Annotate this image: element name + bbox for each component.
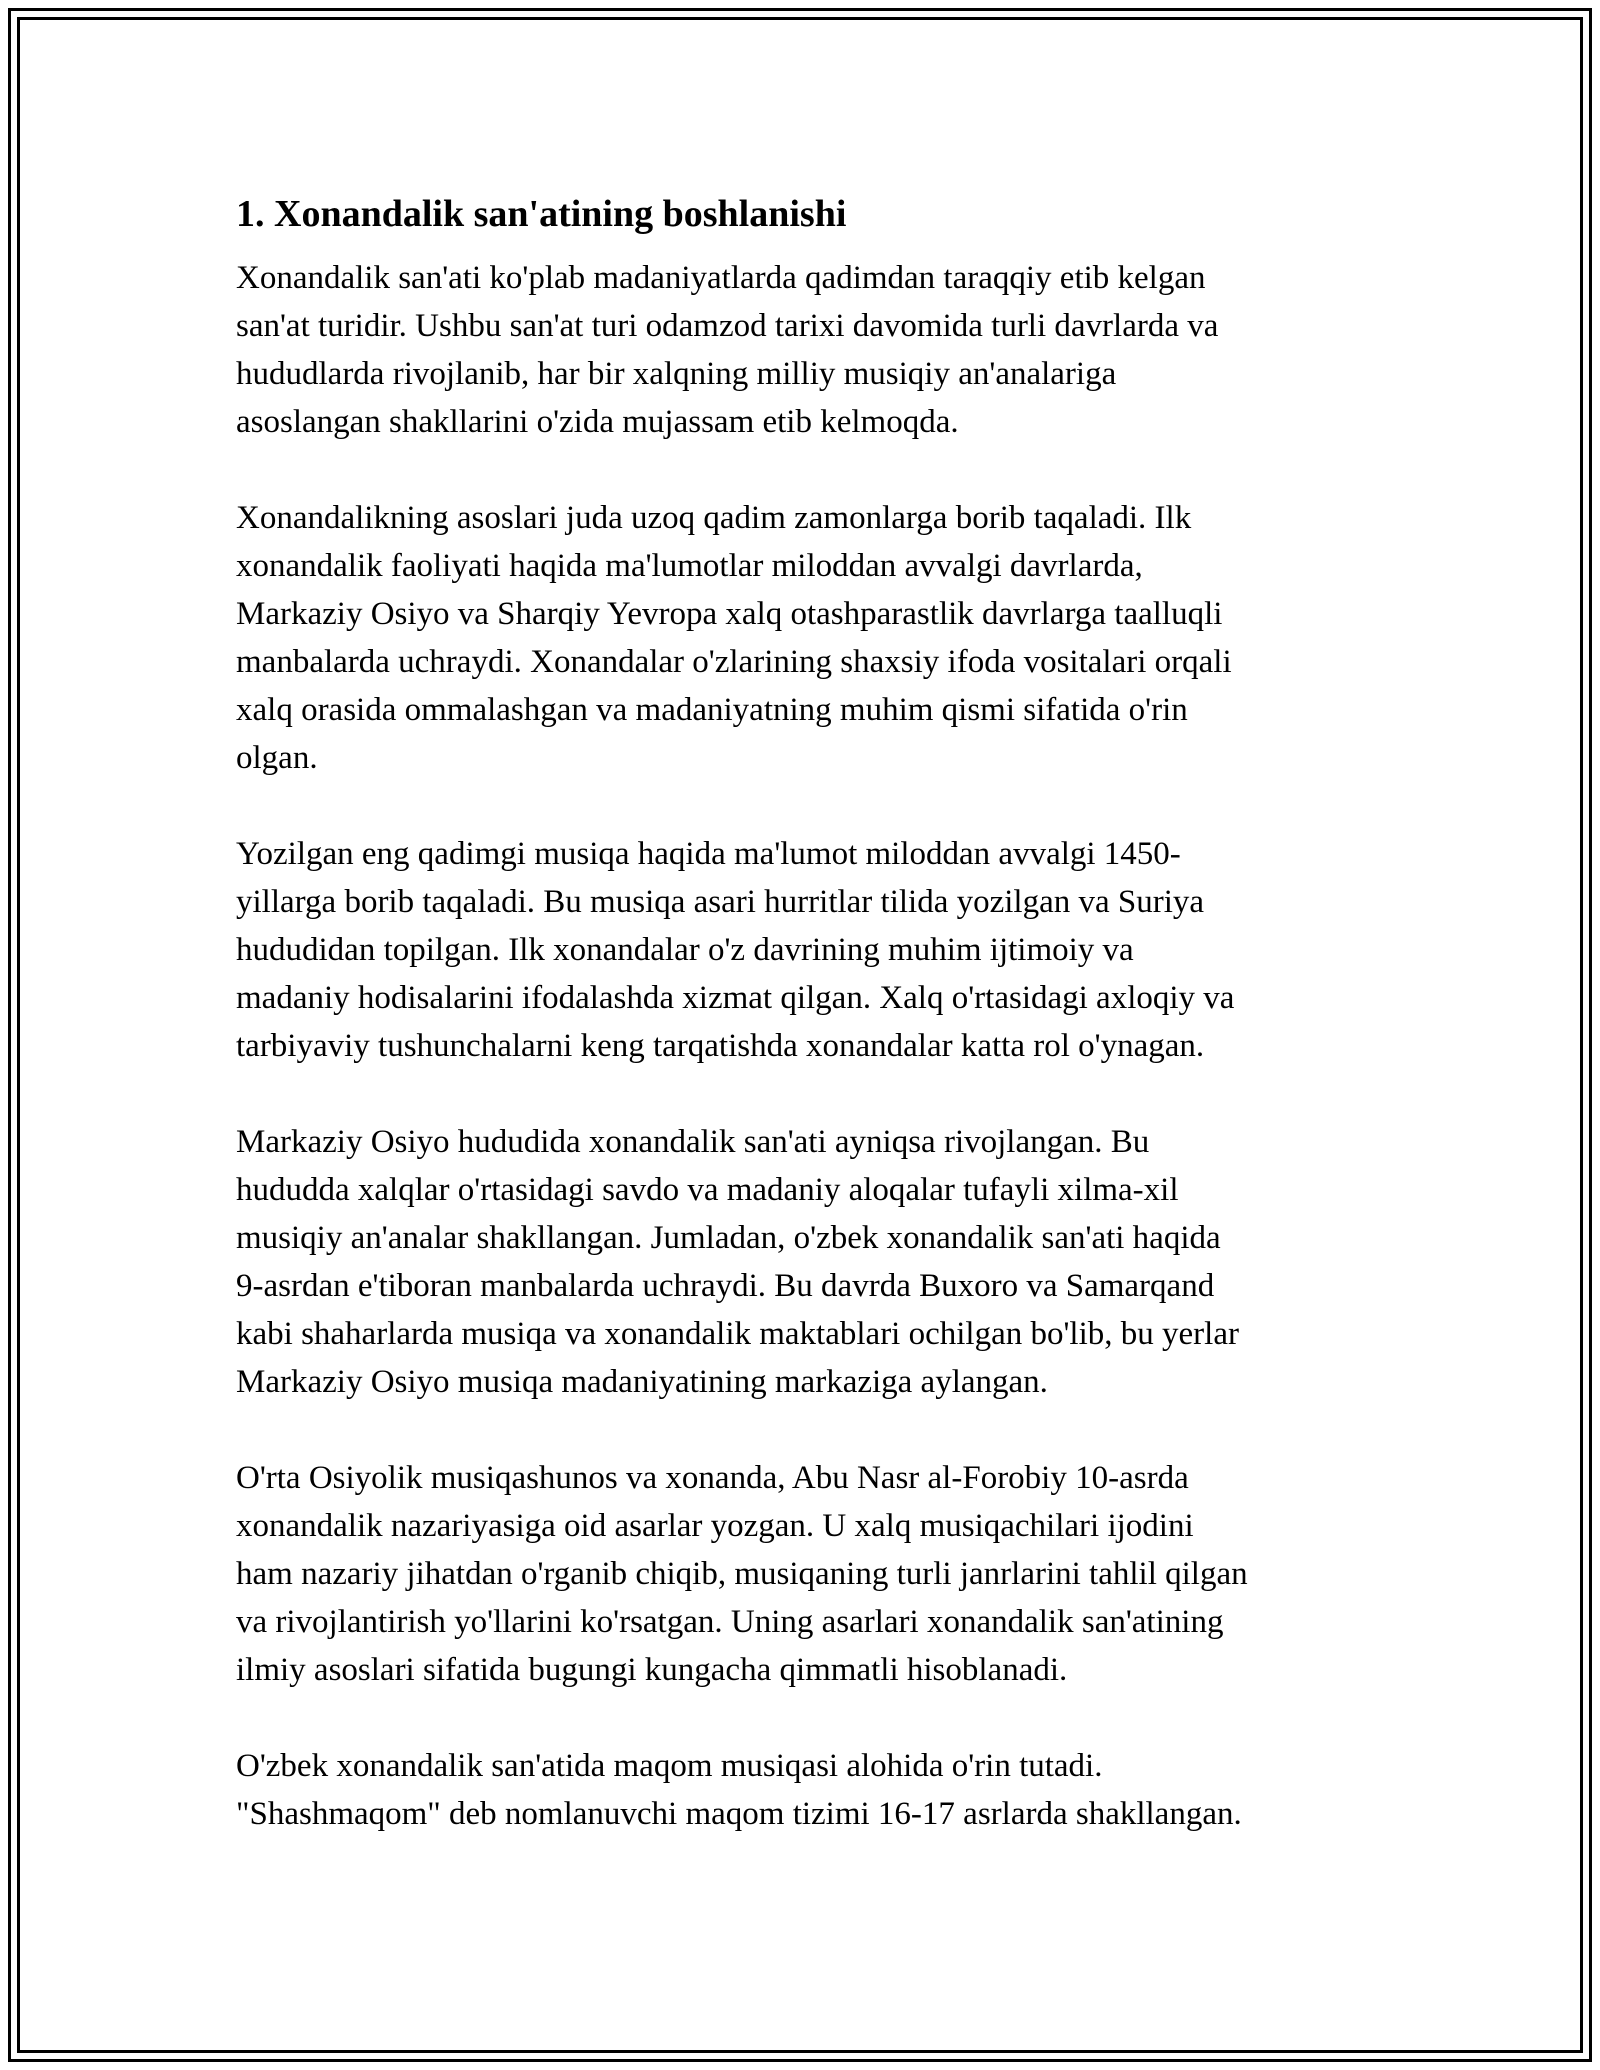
paragraph-line: Xonandalik san'ati ko'plab madaniyatlarda qadimdan taraqqiy etib kelgan [236,260,1206,296]
paragraph [236,1454,1366,1694]
paragraph-line: xonandalik faoliyati haqida ma'lumotlar miloddan avvalgi davrlarda, [236,548,1143,584]
paragraph-line: Xonandalikning asoslari juda uzoq qadim zamonlarga borib taqaladi. Ilk [236,500,1192,536]
paragraph-line: manbalarda uchraydi. Xonandalar o'zlarining shaxsiy ifoda vositalari orqali [236,644,1232,680]
paragraph-line: hududda xalqlar o'rtasidagi savdo va madaniy aloqalar tufayli xilma-xil [236,1172,1179,1208]
paragraph-line: olgan. [236,740,318,776]
paragraph [236,1742,1366,1838]
paragraph-line: xonandalik nazariyasiga oid asarlar yozgan. U xalq musiqachilari ijodini [236,1508,1194,1544]
paragraph-list [236,254,1366,1838]
paragraph [236,254,1366,446]
paragraph-line: O'zbek xonandalik san'atida maqom musiqasi alohida o'rin tutadi. [236,1748,1103,1784]
paragraph-line: hududidan topilgan. Ilk xonandalar o'z davrining muhim ijtimoiy va [236,932,1134,968]
paragraph-line: Markaziy Osiyo musiqa madaniyatining markaziga aylangan. [236,1364,1048,1400]
section-heading: 1. Xonandalik san'atining boshlanishi [236,193,847,235]
paragraph [236,1118,1366,1406]
paragraph-line: 9-asrdan e'tiboran manbalarda uchraydi. Bu davrda Buxoro va Samarqand [236,1268,1215,1304]
paragraph-line: Markaziy Osiyo va Sharqiy Yevropa xalq otashparastlik davrlarga taalluqli [236,596,1223,632]
paragraph-line: xalq orasida ommalashgan va madaniyatning muhim qismi sifatida o'rin [236,692,1188,728]
paragraph-line: yillarga borib taqaladi. Bu musiqa asari hurritlar tilida yozilgan va Suriya [236,884,1205,920]
document-body [236,188,1366,1838]
paragraph-line: Markaziy Osiyo hududida xonandalik san'ati ayniqsa rivojlangan. Bu [236,1124,1150,1160]
paragraph-line: ham nazariy jihatdan o'rganib chiqib, musiqaning turli janrlarini tahlil qilgan [236,1556,1248,1592]
paragraph-line: ilmiy asoslari sifatida bugungi kungacha qimmatli hisoblanadi. [236,1652,1068,1688]
paragraph-line: madaniy hodisalarini ifodalashda xizmat qilgan. Xalq o'rtasidagi axloqiy va [236,980,1235,1016]
paragraph-line: musiqiy an'analar shakllangan. Jumladan, o'zbek xonandalik san'ati haqida [236,1220,1221,1256]
paragraph-line: tarbiyaviy tushunchalarni keng tarqatishda xonandalar katta rol o'ynagan. [236,1028,1205,1064]
paragraph-line: va rivojlantirish yo'llarini ko'rsatgan. Uning asarlari xonandalik san'atining [236,1604,1224,1640]
paragraph-line: "Shashmaqom" deb nomlanuvchi maqom tizimi 16-17 asrlarda shakllangan. [236,1796,1242,1832]
paragraph-line: asoslangan shakllarini o'zida mujassam etib kelmoqda. [236,404,959,440]
paragraph-line: hududlarda rivojlanib, har bir xalqning milliy musiqiy an'analariga [236,356,1117,392]
paragraph [236,494,1366,782]
paragraph-line: kabi shaharlarda musiqa va xonandalik maktablari ochilgan bo'lib, bu yerlar [236,1316,1239,1352]
paragraph-line: san'at turidir. Ushbu san'at turi odamzod tarixi davomida turli davrlarda va [236,308,1219,344]
paragraph-line: O'rta Osiyolik musiqashunos va xonanda, Abu Nasr al-Forobiy 10-asrda [236,1460,1189,1496]
paragraph-line: Yozilgan eng qadimgi musiqa haqida ma'lumot miloddan avvalgi 1450- [236,836,1181,872]
paragraph [236,830,1366,1070]
